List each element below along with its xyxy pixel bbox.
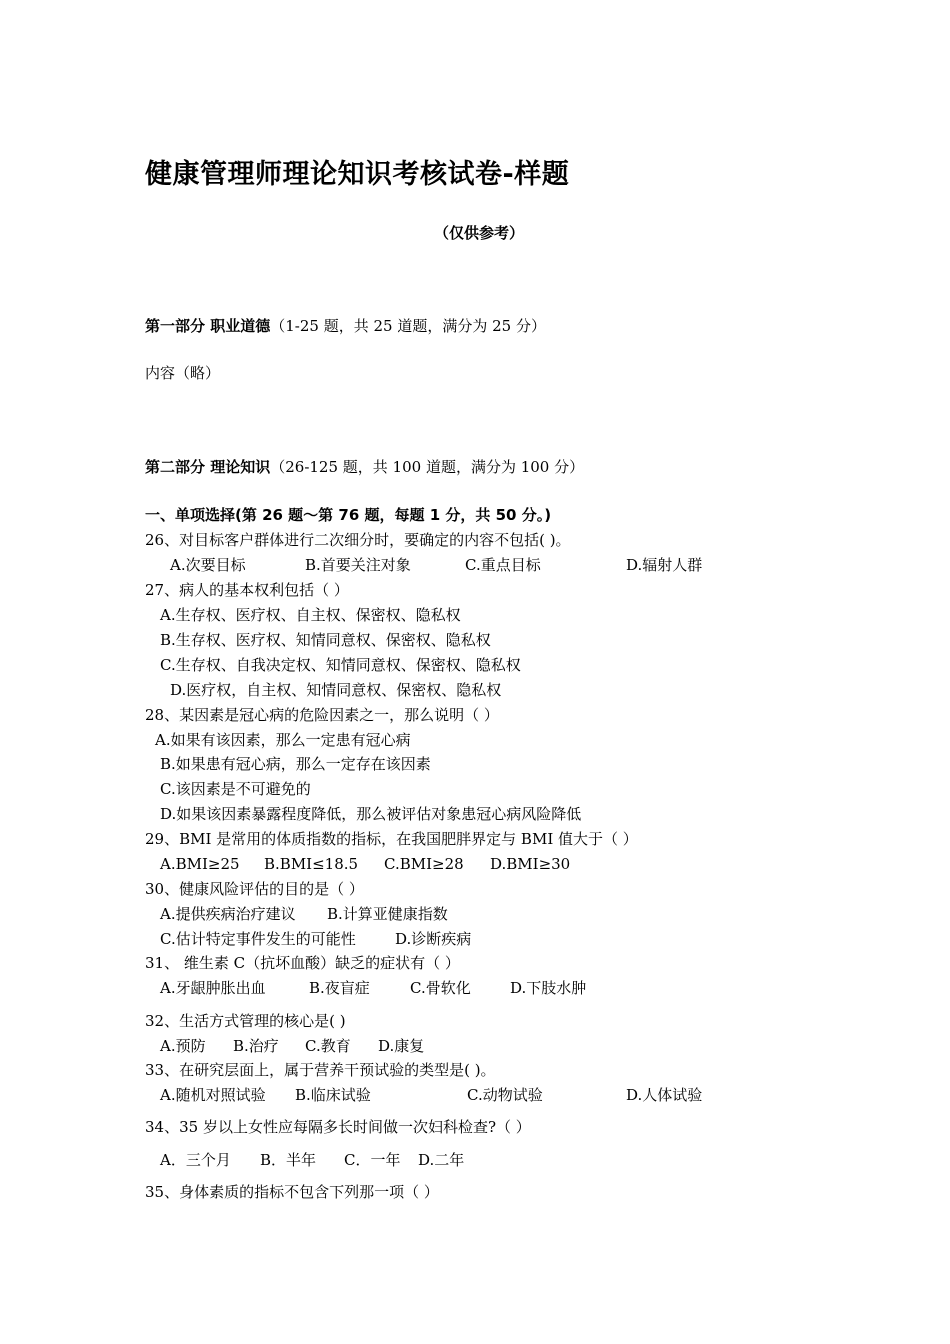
question-option: A．三个月 — [160, 1151, 231, 1169]
question-options — [0, 1085, 950, 1105]
question-stem: 31、 维生素 C（抗坏血酸）缺乏的症状有（ ） — [145, 954, 460, 972]
question-options — [0, 555, 950, 575]
question-options — [0, 978, 950, 998]
question-options — [0, 929, 950, 949]
question-option: B.治疗 — [233, 1037, 279, 1055]
section1-heading: 一、单项选择(第 26 题～第 76 题，每题 1 分，共 50 分。) — [145, 506, 552, 524]
question-option: B.BMI≤18.5 — [264, 855, 359, 873]
question-option: D.人体试验 — [626, 1086, 703, 1104]
question-option: A.牙龈肿胀出血 — [160, 979, 266, 997]
question-option: D.医疗权，自主权、知情同意权、保密权、隐私权 — [170, 681, 502, 699]
document-subtitle: （仅供参考） — [434, 224, 525, 242]
question-option: C.该因素是不可避免的 — [160, 780, 311, 798]
part1-heading — [145, 316, 546, 336]
question-option: B.如果患有冠心病，那么一定存在该因素 — [160, 755, 431, 773]
question-stem: 35、身体素质的指标不包含下列那一项（ ） — [145, 1183, 439, 1201]
question-option: D.BMI≥30 — [490, 855, 571, 873]
question-stem: 28、某因素是冠心病的危险因素之一，那么说明（ ） — [145, 706, 499, 724]
question-option: C.骨软化 — [410, 979, 471, 997]
question-option: D.下肢水肿 — [510, 979, 587, 997]
question-option: D.二年 — [418, 1151, 465, 1169]
question-option: B.临床试验 — [295, 1086, 371, 1104]
part2-heading — [145, 457, 584, 477]
question-option: B.首要关注对象 — [305, 556, 411, 574]
question-option: A.如果有该因素，那么一定患有冠心病 — [155, 731, 411, 749]
question-stem: 26、对目标客户群体进行二次细分时，要确定的内容不包括( )。 — [145, 531, 571, 549]
question-option: C.重点目标 — [465, 556, 541, 574]
question-stem: 27、病人的基本权利包括（ ） — [145, 581, 349, 599]
part1-note: （1-25 题，共 25 道题，满分为 25 分） — [270, 317, 546, 335]
question-option: A.随机对照试验 — [160, 1086, 266, 1104]
question-option: D.辐射人群 — [626, 556, 703, 574]
part2-note: （26-125 题，共 100 道题，满分为 100 分） — [270, 458, 585, 476]
question-option: B.生存权、医疗权、知情同意权、保密权、隐私权 — [160, 631, 491, 649]
question-stem: 34、35 岁以上女性应每隔多长时间做一次妇科检查?（ ） — [145, 1118, 531, 1136]
question-option: C.估计特定事件发生的可能性 — [160, 930, 356, 948]
part1-head: 第一部分 职业道德 — [145, 317, 271, 335]
question-option: C.动物试验 — [467, 1086, 543, 1104]
question-option: D.康复 — [378, 1037, 425, 1055]
question-options — [0, 854, 950, 874]
document-title: 健康管理师理论知识考核试卷-样题 — [145, 159, 570, 190]
question-option: C.教育 — [305, 1037, 351, 1055]
question-options — [0, 904, 950, 924]
question-option: A.生存权、医疗权、自主权、保密权、隐私权 — [160, 606, 461, 624]
question-options — [0, 1150, 950, 1170]
question-option: A.次要目标 — [170, 556, 246, 574]
question-stem: 30、健康风险评估的目的是（ ） — [145, 880, 364, 898]
question-option: D.诊断疾病 — [395, 930, 472, 948]
question-option: B.计算亚健康指数 — [327, 905, 448, 923]
question-option: C．一年 — [344, 1151, 401, 1169]
question-stem: 33、在研究层面上，属于营养干预试验的类型是( )。 — [145, 1061, 496, 1079]
question-option: D.如果该因素暴露程度降低，那么被评估对象患冠心病风险降低 — [160, 805, 582, 823]
part1-content: 内容（略） — [145, 364, 221, 382]
question-stem: 29、BMI 是常用的体质指数的指标，在我国肥胖界定与 BMI 值大于（ ） — [145, 830, 638, 848]
question-stem: 32、生活方式管理的核心是( ) — [145, 1012, 346, 1030]
question-option: A.BMI≥25 — [160, 855, 240, 873]
question-option: C.生存权、自我决定权、知情同意权、保密权、隐私权 — [160, 656, 521, 674]
question-option: A.提供疾病治疗建议 — [160, 905, 296, 923]
question-option: B.夜盲症 — [309, 979, 370, 997]
part2-head: 第二部分 理论知识 — [145, 458, 271, 476]
question-option: A.预防 — [160, 1037, 206, 1055]
question-options — [0, 1036, 950, 1056]
question-option: C.BMI≥28 — [384, 855, 464, 873]
question-option: B．半年 — [260, 1151, 317, 1169]
